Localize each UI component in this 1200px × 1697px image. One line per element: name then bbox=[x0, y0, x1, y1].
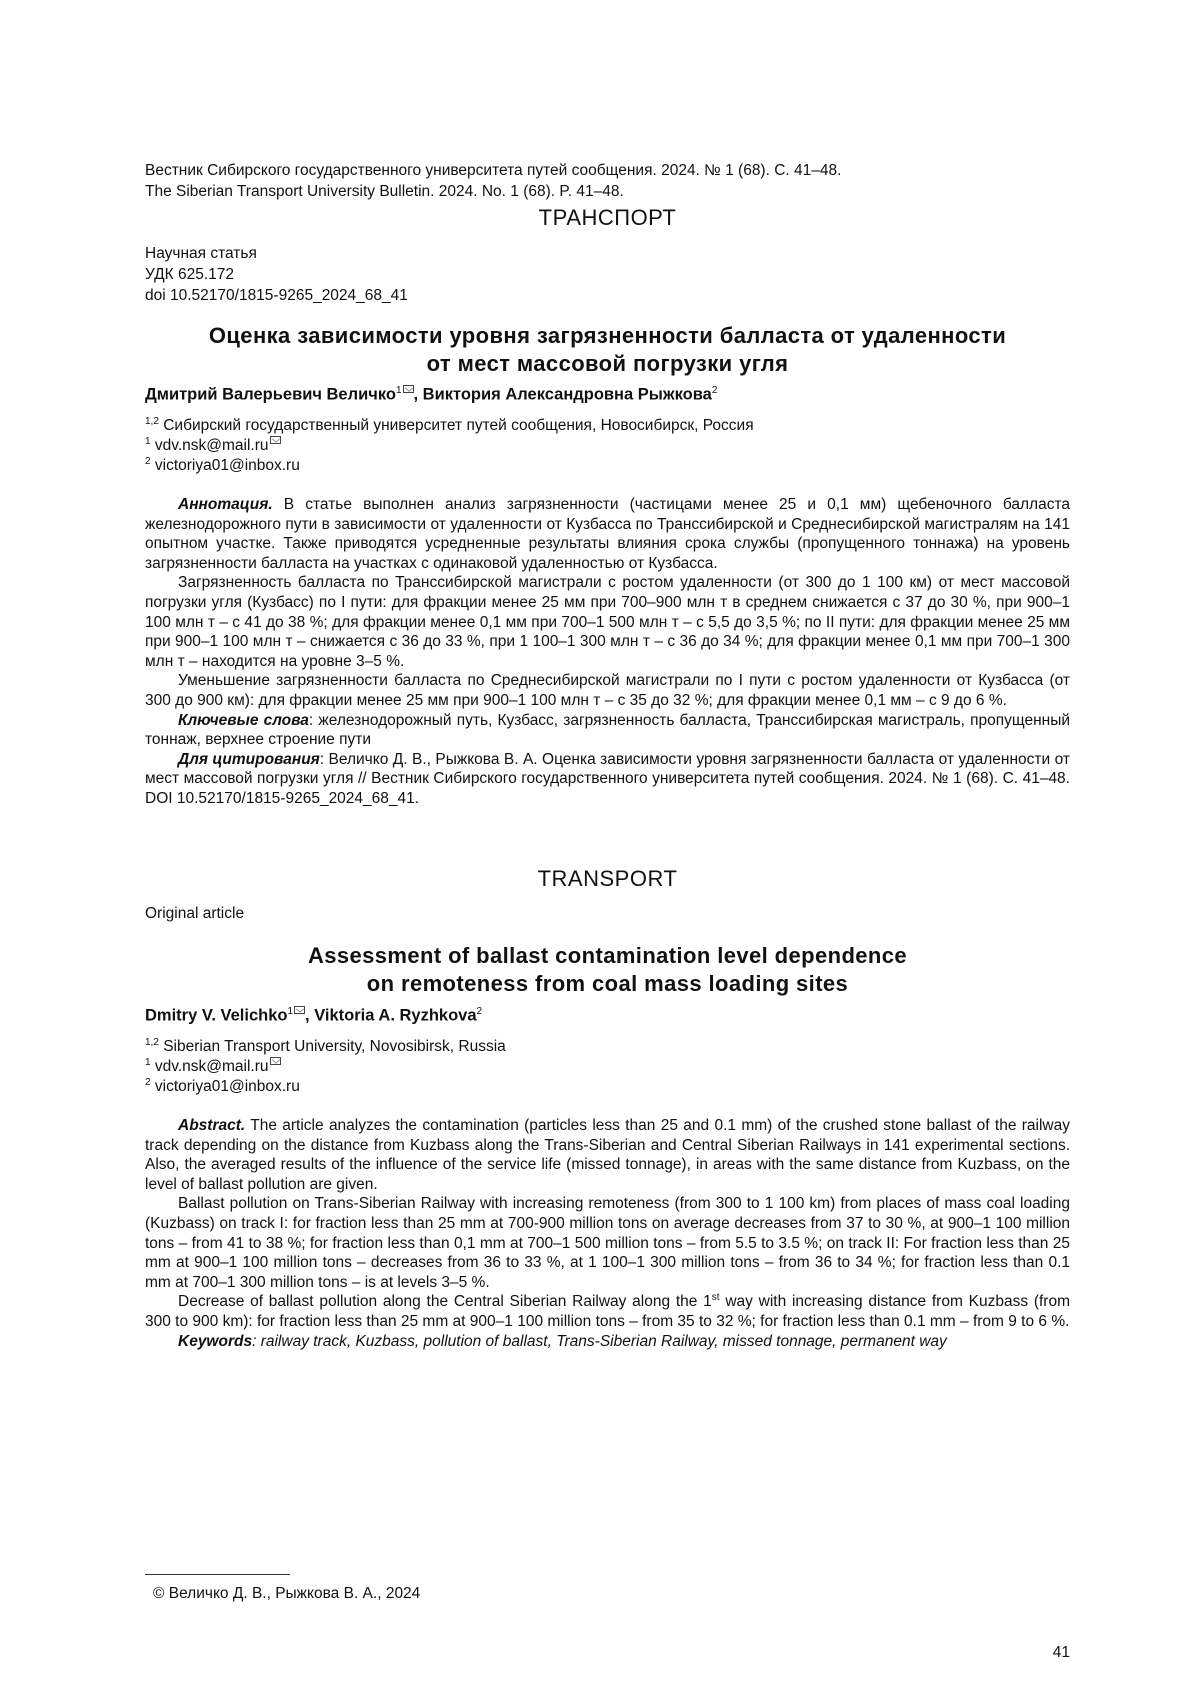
affiliation-en bbox=[145, 1037, 506, 1057]
email2-en-link[interactable]: victoriya01@inbox.ru bbox=[151, 1078, 300, 1095]
email1-ru bbox=[145, 436, 754, 456]
abstract-en-p3 bbox=[145, 1292, 1070, 1331]
abstract-ru-p1-text: В статье выполнен анализ загрязненности (частицами менее 25 и 0,1 мм) щебеночного балласта железнодорожного пути в зависимости от удаленности от Кузбасса по Транссибирской и Среднесибирской магистралям на 141 опытном участке. Также приводятся усредненные результаты влияния срока службы (пропущенного тоннажа) на уровень загрязненности балласта на участках с одинаковой удаленностью от Кузбасса. bbox=[145, 496, 1070, 572]
article-meta-ru bbox=[145, 243, 408, 306]
title-en-line2: on remoteness from coal mass loading sites bbox=[145, 970, 1070, 998]
cite-ru-text: : Величко Д. В., Рыжкова В. А. Оценка зависимости уровня загрязненности балласта от удаленности от мест массовой погрузки угля // Вестник Сибирского государственного университета путей сообщения. 2024. № 1 (68). С. 41–48. DOI 10.52170/1815-9265_2024_68_41. bbox=[145, 751, 1070, 807]
copyright-notice: © Величко Д. В., Рыжкова В. А., 2024 bbox=[153, 1585, 420, 1603]
section-heading-ru: ТРАНСПОРТ bbox=[145, 205, 1070, 231]
journal-line-en: The Siberian Transport University Bulletin. 2024. No. 1 (68). P. 41–48. bbox=[145, 181, 841, 202]
affiliation-ru-text: Сибирский государственный университет путей сообщения, Новосибирск, Россия bbox=[159, 417, 754, 434]
title-ru-line2: от мест массовой погрузки угля bbox=[145, 350, 1070, 378]
doi: doi 10.52170/1815-9265_2024_68_41 bbox=[145, 285, 408, 306]
title-en-line1: Assessment of ballast contamination level dependence bbox=[145, 942, 1070, 970]
author1-en: Dmitry V. Velichko bbox=[145, 1007, 287, 1025]
keywords-en-text: : railway track, Kuzbass, pollution of ballast, Trans-Siberian Railway, missed tonnage, permanent way bbox=[252, 1333, 947, 1350]
email2-ru bbox=[145, 456, 754, 476]
email2-en bbox=[145, 1077, 506, 1097]
keywords-ru-text: : железнодорожный путь, Кузбасс, загрязненность балласта, Транссибирская магистраль, пропущенный тоннаж, верхнее строение пути bbox=[145, 712, 1070, 749]
citation-ru bbox=[145, 750, 1070, 809]
author-sep-ru: , bbox=[414, 386, 423, 404]
abstract-en bbox=[145, 1116, 1070, 1351]
article-type-en: Original article bbox=[145, 903, 244, 924]
page bbox=[145, 0, 1070, 1697]
footnote-divider bbox=[145, 1574, 290, 1575]
email1-en bbox=[145, 1057, 506, 1077]
author2-en: Viktoria A. Ryzhkova bbox=[314, 1007, 476, 1025]
abstract-en-label: Abstract. bbox=[178, 1117, 245, 1134]
section-heading-en: TRANSPORT bbox=[145, 866, 1070, 892]
affiliations-en bbox=[145, 1037, 506, 1097]
email1-ru-link[interactable]: vdv.nsk@mail.ru bbox=[151, 437, 269, 454]
email1-ru-sup: 1 bbox=[145, 436, 151, 447]
article-type-ru: Научная статья bbox=[145, 243, 408, 264]
keywords-en bbox=[145, 1332, 1070, 1352]
author-sep-en: , bbox=[305, 1007, 314, 1025]
abstract-ru-label: Аннотация. bbox=[178, 496, 273, 513]
journal-line-ru: Вестник Сибирского государственного университета путей сообщения. 2024. № 1 (68). С. 41–48. bbox=[145, 160, 841, 181]
abstract-ru-p1 bbox=[145, 495, 1070, 573]
mail-icon bbox=[403, 385, 414, 393]
author1-ru-sup: 1 bbox=[396, 385, 402, 396]
journal-citation-header bbox=[145, 160, 841, 202]
author1-en-sup: 1 bbox=[287, 1006, 293, 1017]
email1-en-sup: 1 bbox=[145, 1057, 151, 1068]
mail-icon bbox=[270, 1057, 281, 1065]
abstract-ru-p3: Уменьшение загрязненности балласта по Среднесибирской магистрали по I пути с ростом удаленности от Кузбасса (от 300 до 900 км): для фракции менее 25 мм при 900–1 100 млн т – с 35 до 32 %; для фракции менее 0,1 мм – с 9 до 6 %. bbox=[145, 671, 1070, 710]
authors-ru bbox=[145, 385, 717, 405]
page-number: 41 bbox=[1053, 1644, 1070, 1662]
udk: УДК 625.172 bbox=[145, 264, 408, 285]
email2-ru-sup: 2 bbox=[145, 456, 151, 467]
mail-icon bbox=[270, 436, 281, 444]
affiliation-en-text: Siberian Transport University, Novosibirsk, Russia bbox=[159, 1038, 506, 1055]
keywords-ru bbox=[145, 711, 1070, 750]
email2-ru-link[interactable]: victoriya01@inbox.ru bbox=[151, 457, 300, 474]
cite-ru-label: Для цитирования bbox=[178, 751, 320, 768]
author1-ru: Дмитрий Валерьевич Величко bbox=[145, 386, 396, 404]
abstract-en-p3a: Decrease of ballast pollution along the Central Siberian Railway along the 1 bbox=[178, 1293, 712, 1310]
author2-ru-sup: 2 bbox=[712, 385, 718, 396]
abstract-ru-p2: Загрязненность балласта по Транссибирской магистрали с ростом удаленности (от 300 до 1 100 км) от мест массовой погрузки угля (Кузбасс) по I пути: для фракции менее 25 мм при 700–900 млн т в среднем снижается с 37 до 30 %, при 900–1 100 млн т – с 41 до 38 %; для фракции менее 0,1 мм при 700–1 500 млн т – с 5,5 до 3,5 %; по II пути: для фракции менее 25 мм при 900–1 100 млн т – снижается с 36 до 33 %, при 1 100–1 300 млн т – с 36 до 34 %; для фракции менее 0,1 мм при 700–1 300 млн т – находится на уровне 3–5 %. bbox=[145, 573, 1070, 671]
title-ru-line1: Оценка зависимости уровня загрязненности балласта от удаленности bbox=[145, 322, 1070, 350]
abstract-en-p2: Ballast pollution on Trans-Siberian Railway with increasing remoteness (from 300 to 1 100 km) from places of mass coal loading (Kuzbass) on track I: for fraction less than 25 mm at 700-900 million tons on average decreases from 37 to 30 %, at 900–1 100 million tons – from 41 to 38 %; for fraction less than 0,1 mm at 700–1 500 million tons – from 5.5 to 3.5 %; on track II: For fraction less than 25 mm at 900–1 100 million tons – decreases from 36 to 33 %, at 1 100–1 300 million tons – from 36 to 34 %; for fraction less than 0.1 mm at 700–1 300 million tons – is at levels 3–5 %. bbox=[145, 1194, 1070, 1292]
keywords-ru-label: Ключевые слова bbox=[178, 712, 309, 729]
email2-en-sup: 2 bbox=[145, 1077, 151, 1088]
abstract-en-p1-text: The article analyzes the contamination (particles less than 25 and 0.1 mm) of the crushed stone ballast of the railway track depending on the distance from Kuzbass along the Trans-Siberian and Central Siberian Railways in 141 experimental sections. Also, the averaged results of the influence of the service life (missed tonnage), in areas with the same distance from Kuzbass, on the level of ballast pollution are given. bbox=[145, 1117, 1070, 1193]
authors-en bbox=[145, 1006, 482, 1026]
author2-ru: Виктория Александровна Рыжкова bbox=[423, 386, 712, 404]
article-title-ru bbox=[145, 322, 1070, 378]
abstract-ru bbox=[145, 495, 1070, 809]
mail-icon bbox=[294, 1006, 305, 1014]
abstract-en-p3b: way with increasing distance from Kuzbass (from 300 to 900 km): for fraction less than 25 mm at 900–1 100 million tons – from 35 to 32 %; for fraction less than 0.1 mm – from 9 to 6 %. bbox=[145, 1293, 1070, 1330]
abstract-en-p3-sup: st bbox=[712, 1292, 720, 1303]
affiliations-ru bbox=[145, 416, 754, 476]
author2-en-sup: 2 bbox=[477, 1006, 483, 1017]
abstract-en-p1 bbox=[145, 1116, 1070, 1194]
keywords-en-label: Keywords bbox=[178, 1333, 252, 1350]
aff-en-sup: 1,2 bbox=[145, 1037, 159, 1048]
article-title-en bbox=[145, 942, 1070, 998]
affiliation-ru bbox=[145, 416, 754, 436]
aff-ru-sup: 1,2 bbox=[145, 416, 159, 427]
email1-en-link[interactable]: vdv.nsk@mail.ru bbox=[151, 1058, 269, 1075]
